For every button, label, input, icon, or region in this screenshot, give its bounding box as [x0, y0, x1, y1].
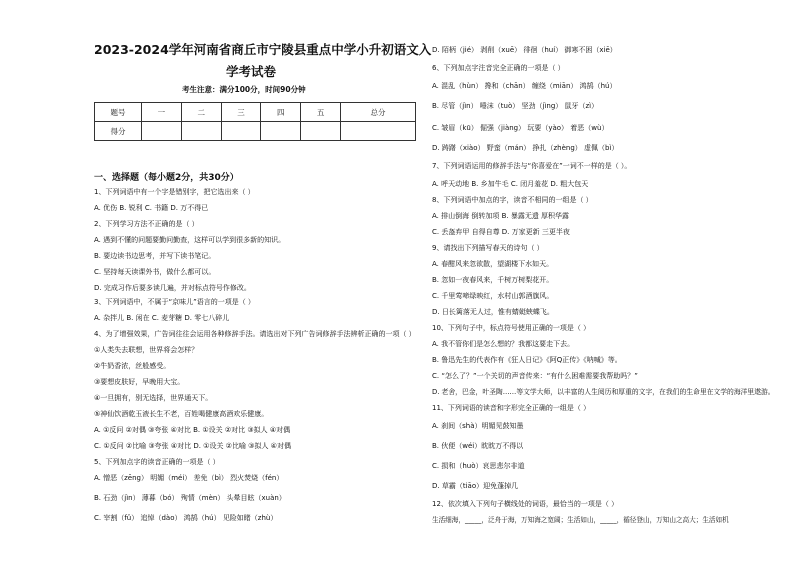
- option-line: C. 损和（huò）哀思悲尔非道: [432, 462, 525, 470]
- table-cell: 一: [142, 103, 182, 122]
- score-table: [94, 102, 416, 141]
- score-table-header-row: [95, 103, 416, 122]
- option-line: C. 丢盔弃甲 自得自尊 D. 万家更新 三更半夜: [432, 228, 570, 236]
- score-table-score-row: [95, 122, 416, 141]
- question-line: 2、下列学习方法不正确的是（ ）: [94, 220, 199, 228]
- question-line: 3、下列词语中，不属于“京味儿”语言的一项是（ ）: [94, 298, 255, 306]
- option-line: ③要想皮肤好，早晚用大宝。: [94, 378, 185, 386]
- option-line: 生活细海，_____，泛舟于海，万知海之宽阔；生活如山，_____，循径登山，万知山之高大；生活如机: [432, 516, 729, 524]
- option-line: A. 我不管你们是怎么想的？我都这要走下去。: [432, 340, 575, 348]
- table-cell: 三: [221, 103, 261, 122]
- score-input-cell[interactable]: [142, 122, 182, 141]
- option-line: ④一旦拥有，别无选择，世界通天下。: [94, 394, 213, 402]
- score-input-cell[interactable]: [181, 122, 221, 141]
- exam-title-line2: 学考试卷: [226, 64, 277, 79]
- option-line: A. 憎恶（zēng） 明媚（méi） 差免（bì） 烈火焚烧（fén）: [94, 474, 284, 482]
- table-cell: 题号: [95, 103, 142, 122]
- option-line: D. 踌躇（xiào） 野蛮（mán） 挣扎（zhèng） 虚佩（bì）: [432, 144, 619, 152]
- option-line: D. 完成习作后要多读几遍，并对标点符号作修改。: [94, 284, 251, 292]
- score-input-cell[interactable]: [301, 122, 341, 141]
- option-line: D. 陌柄（jié） 剥削（xuē） 徘徊（huí） 御寒不困（xiē）: [432, 46, 617, 54]
- question-line: 11、下列词语的读音和字形完全正确的一组是（ ）: [432, 404, 591, 412]
- option-line: C. “怎么了？”一个关切的声音传来：“有什么困难需要我帮助吗？”: [432, 372, 638, 380]
- table-cell: 得分: [95, 122, 142, 141]
- option-line: B. 尽管（jìn） 唾沫（tuò） 坚劲（jìng） 鼠牙（zì）: [432, 102, 599, 110]
- option-line: ⑤神仙饮酒乾玉液长生不老，百姓喝健康高酒欢乐健康。: [94, 410, 269, 418]
- option-line: D. 老舍，巴金，叶圣陶……等文学大师，以丰富的人生阅历和厚重的文字，在我们的生命里在文学的海洋里遨游。: [432, 388, 775, 396]
- exam-title-line1: 2023-2024学年河南省商丘市宁陵县重点中学小升初语文入: [94, 42, 432, 57]
- table-cell: 五: [301, 103, 341, 122]
- option-line: B. 石劲（jìn） 薄暮（bó） 殉情（mèn） 头晕目眩（xuàn）: [94, 494, 286, 502]
- table-cell: 四: [261, 103, 301, 122]
- option-line: ①人类失去联想，世界将会怎样？: [94, 346, 199, 354]
- question-line: 10、下列句子中，标点符号使用正确的一项是（ ）: [432, 324, 591, 332]
- question-line: 6、下列加点字注音完全正确的一项是（ ）: [432, 64, 565, 72]
- question-line: 12、依次填入下列句子横线处的词语，最恰当的一项是（ ）: [432, 500, 619, 508]
- option-line: B. 鲁迅先生的代表作有《狂人日记》《阿Q正传》《呐喊》等。: [432, 356, 622, 364]
- table-cell: 总分: [340, 103, 415, 122]
- option-line: A. 刹间（shà）明媚见鼓知墨: [432, 422, 524, 430]
- question-line: 1、下列词语中有一个字是错别字，把它选出来（ ）: [94, 188, 255, 196]
- score-input-cell[interactable]: [340, 122, 415, 141]
- option-line: C. ①反问 ②比喻 ③夸张 ④对比 D. ①设关 ②比喻 ③拟人 ④对偶: [94, 442, 291, 450]
- option-line: A. 混乱（hùn） 搀和（chān） 缠绕（miān） 鸿鹄（hú）: [432, 82, 617, 90]
- option-line: ②牛奶香浓，丝般感受。: [94, 362, 171, 370]
- option-line: B. 要边读书边思考，并写下读书笔记。: [94, 252, 216, 260]
- question-line: 4、为了增强效果，广告词往往会运用各种修辞手法。请选出对下列广告词修辞手法辨析正确的一项（ ）: [94, 330, 416, 338]
- question-line: 5、下列加点字的读音正确的一项是（ ）: [94, 458, 220, 466]
- option-line: D. 草霸（tiāo）迎免蓬掉几: [432, 482, 519, 490]
- option-line: A. ①反问 ②对偶 ③夸张 ④对比 B. ①设关 ②对比 ③拟人 ④对偶: [94, 426, 291, 434]
- exam-note: 考生注意：满分100分，时间90分钟: [182, 85, 306, 94]
- option-line: C. 坚持每天读课外书，做什么都可以。: [94, 268, 216, 276]
- option-line: A. 排山倒海 倒转加项 B. 暴露无遗 厚积华露: [432, 212, 570, 220]
- option-line: C. 千里莺啼绿映红，水村山郭酒旗风。: [432, 292, 554, 300]
- question-line: 7、下列词语运用的修辞手法与“你喜爱在”一词不一样的是（ ）。: [432, 162, 632, 170]
- question-line: 9、请找出下列描写春天的诗句（ ）: [432, 244, 544, 252]
- table-cell: 二: [181, 103, 221, 122]
- option-line: C. 皱眉（kū） 倔强（jiàng） 玩要（yào） 着恶（wù）: [432, 124, 609, 132]
- option-line: B. 忽如一夜春风来，千树万树梨花开。: [432, 276, 554, 284]
- option-line: A. 春酣风来忽欲散，望湖楼下水如天。: [432, 260, 554, 268]
- option-line: A. 呼天动地 B. 乡加牛毛 C. 闭月羞花 D. 粗大包天: [432, 180, 589, 188]
- option-line: A. 杂拌儿 B. 闲在 C. 麦芽糖 D. 零七八碎儿: [94, 314, 230, 322]
- option-line: A. 优伤 B. 锐利 C. 书籍 D. 万不得已: [94, 204, 209, 212]
- option-line: D. 日长篱落无人过，惟有蜻蜓蛱蝶飞。: [432, 308, 554, 316]
- score-input-cell[interactable]: [261, 122, 301, 141]
- section-heading: 一、选择题（每小题2分，共30分）: [94, 173, 239, 183]
- option-line: B. 伙便（wéi）眈眈万不得以: [432, 442, 524, 450]
- question-line: 8、下列词语中加点的字，读音不相同的一组是（ ）: [432, 196, 593, 204]
- option-line: C. 宰割（fǔ） 追悼（dào） 鸿鹄（hú） 见险如睹（zhù）: [94, 514, 278, 522]
- score-input-cell[interactable]: [221, 122, 261, 141]
- option-line: A. 遇到不懂的问题要勤问勤查，这样可以学到很多新的知识。: [94, 236, 286, 244]
